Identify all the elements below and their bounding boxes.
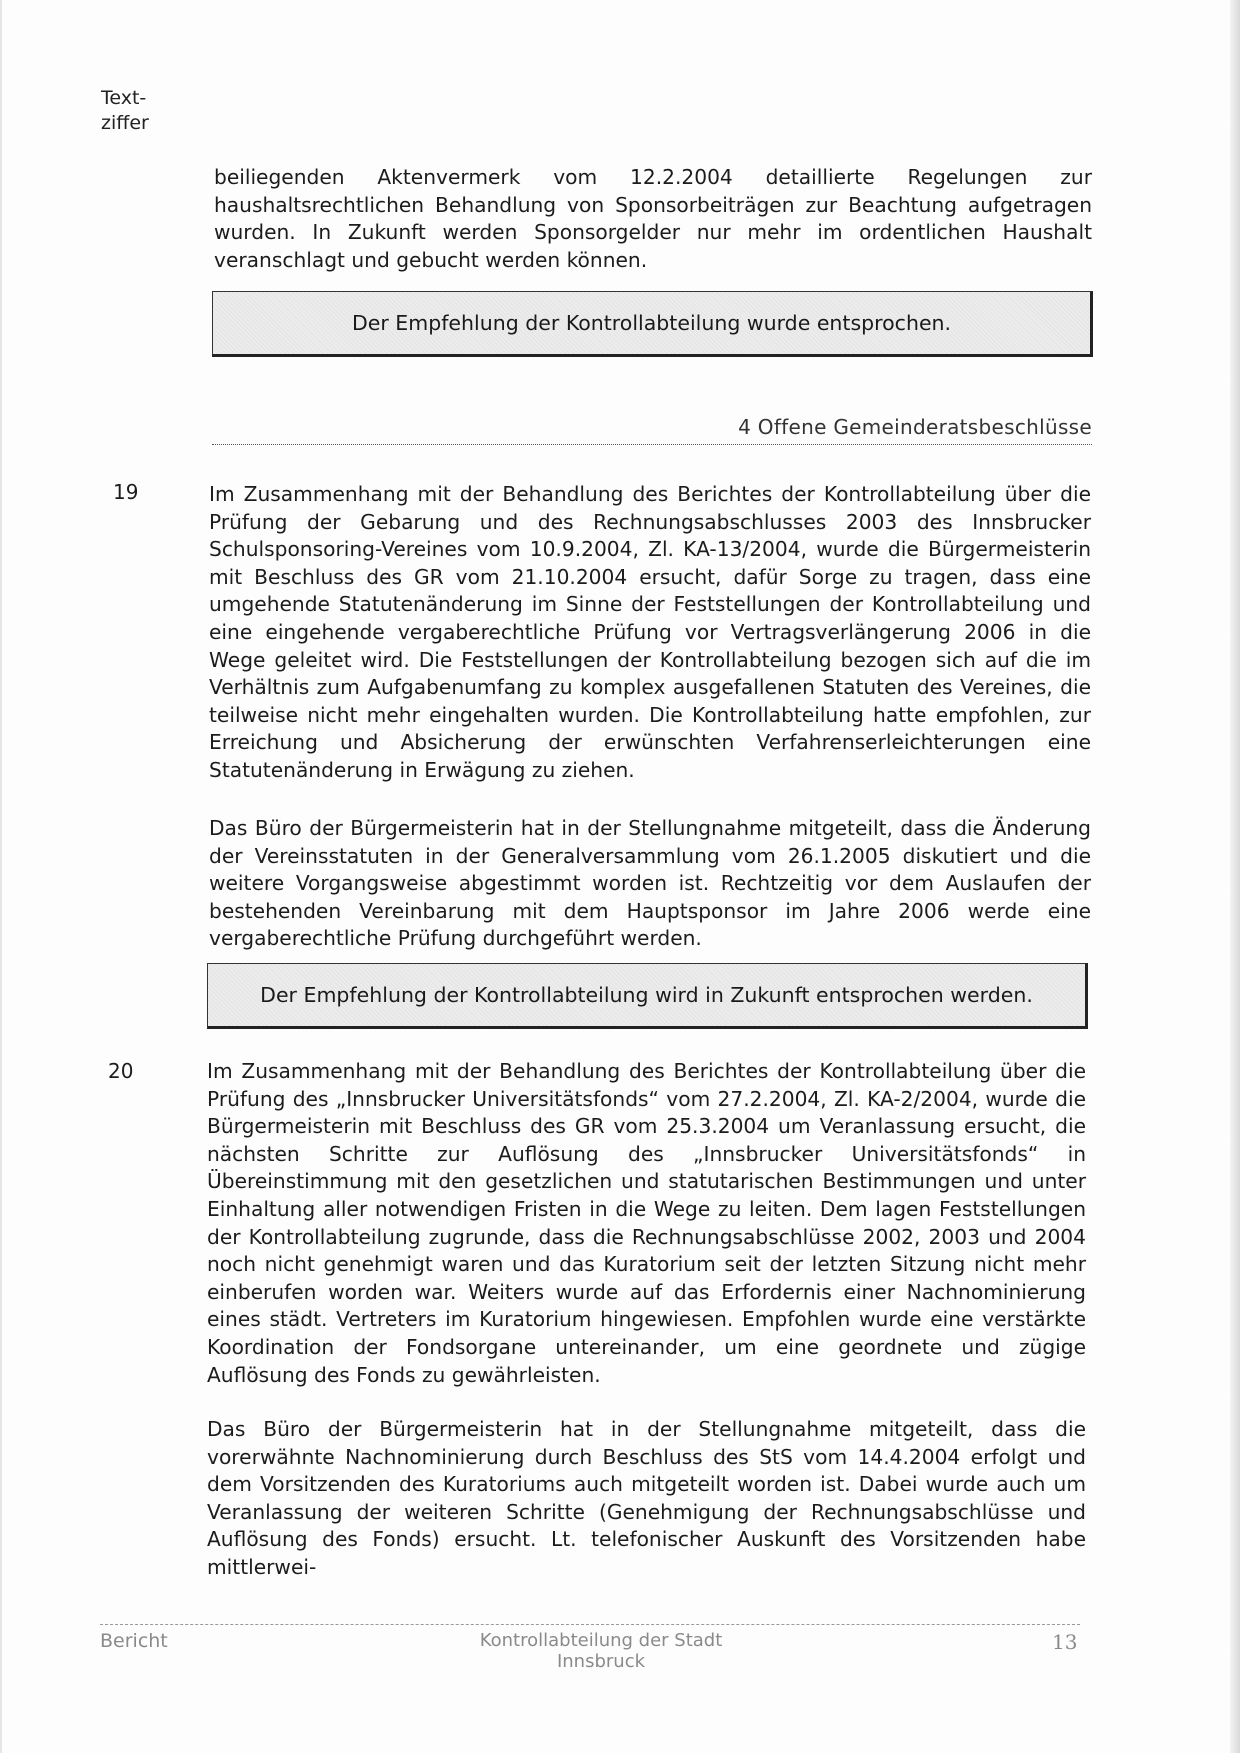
paragraph-number-20: 20 [108,1059,134,1083]
scan-left-edge [0,0,2,1753]
margin-label: Text- ziffer [101,87,149,134]
page-number: 13 [1052,1630,1078,1654]
item-19-paragraph-2: Das Büro der Bürgermeisterin hat in der Stellungnahme mitgeteilt, dass die Änderung der Vereinsstatuten in der Generalversammlung vom 26.1.2005 diskutiert und die weitere Vorgangsweise abgestimmt worden ist. Rechtzeitig vor dem Auslaufen der bestehenden Vereinbarung mit dem Hauptsponsor im Jahre 2006 werde eine vergaberechtliche Prüfung durchgeführt werden. [209,816,1091,951]
scan-right-edge [1230,0,1240,1753]
item-19-paragraph-1: Im Zusammenhang mit der Behandlung des Berichtes der Kontrollabteilung über die Prüfung der Gebarung und des Rechnungsabschlusses 2003 des Innsbrucker Schulsponsoring-Vereines vom 10.9.2004, Zl. KA-13/2004, wurde die Bürgermeisterin mit Beschluss des GR vom 21.10.2004 ersucht, dafür Sorge zu tragen, dass eine umgehende Statutenänderung im Sinne der Feststellungen der Kontrollabteilung und eine eingehende vergaberechtliche Prüfung vor Vertragsverlängerung 2006 in die Wege geleitet wird. Die Feststellungen der Kontrollabteilung bezogen sich auf die im Verhältnis zum Aufgabenumfang zu komplex ausgefallenen Statuten des Vereines, die teilweise nicht mehr eingehalten wurden. Die Kontrollabteilung hatte empfohlen, zur Erreichung und Absicherung der erwünschten Verfahrenserleichterungen eine Statutenänderung in Erwägung zu ziehen. [209,482,1091,782]
footer-divider [100,1624,1080,1625]
paragraph-number-19: 19 [113,480,139,504]
section-heading: 4 Offene Gemeinderatsbeschlüsse [738,415,1092,439]
item-20-paragraph-2: Das Büro der Bürgermeisterin hat in der Stellungnahme mitgeteilt, dass die vorerwähnte Nachnominierung durch Beschluss des StS vom 14.4.2004 erfolgt und dem Vorsitzenden des Kuratoriums auch mitgeteilt worden ist. Dabei wurde auch um Veranlassung der weiteren Schritte (Genehmigung der Rechnungsabschlüsse und Auflösung des Fonds) ersucht. Lt. telefonischer Auskunft des Vorsitzenden habe mittlerwei- [207,1417,1086,1579]
item-20-paragraph-1: Im Zusammenhang mit der Behandlung des Berichtes der Kontrollabteilung über die Prüfung des „Innsbrucker Universitätsfonds“ vom 27.2.2004, Zl. KA-2/2004, wurde die Bürgermeisterin mit Beschluss des GR vom 25.3.2004 um Veranlassung ersucht, die nächsten Schritte zur Auflösung des „Innsbrucker Universitätsfonds“ in Übereinstimmung mit den gesetzlichen und statutarischen Bestimmungen und unter Einhaltung aller notwendigen Fristen in die Wege zu leiten. Dem lagen Feststellungen der Kontrollabteilung zugrunde, dass die Rechnungsabschlüsse 2002, 2003 und 2004 noch nicht genehmigt waren und das Kuratorium seit der letzten Sitzung nicht mehr einberufen worden war. Weiters wurde auf das Erfordernis einer Nachnominierung eines städt. Vertreters im Kuratorium hingewiesen. Empfohlen wurde eine verstärkte Koordination der Fondsorgane untereinander, um eine geordnete und zügige Auflösung des Fonds zu gewährleisten. [207,1059,1086,1387]
footer-organisation: Kontrollabteilung der Stadt Innsbruck [479,1630,723,1672]
recommendation-box-1 [212,291,1093,357]
recommendation-box-19 [207,963,1088,1029]
footer-report-label: Bericht [100,1630,168,1652]
recommendation-box-1-text: Der Empfehlung der Kontrollabteilung wurde entsprochen. [351,311,952,335]
recommendation-box-19-text: Der Empfehlung der Kontrollabteilung wird in Zukunft entsprochen werden. [260,983,1033,1007]
intro-paragraph: beiliegenden Aktenvermerk vom 12.2.2004 detaillierte Regelungen zur haushaltsrechtlichen Behandlung von Sponsorbeiträgen zur Beachtung aufgetragen wurden. In Zukunft werden Sponsorgelder nur mehr im ordentlichen Haushalt veranschlagt und gebucht werden können. [214,165,1092,272]
section-divider [212,444,1092,445]
